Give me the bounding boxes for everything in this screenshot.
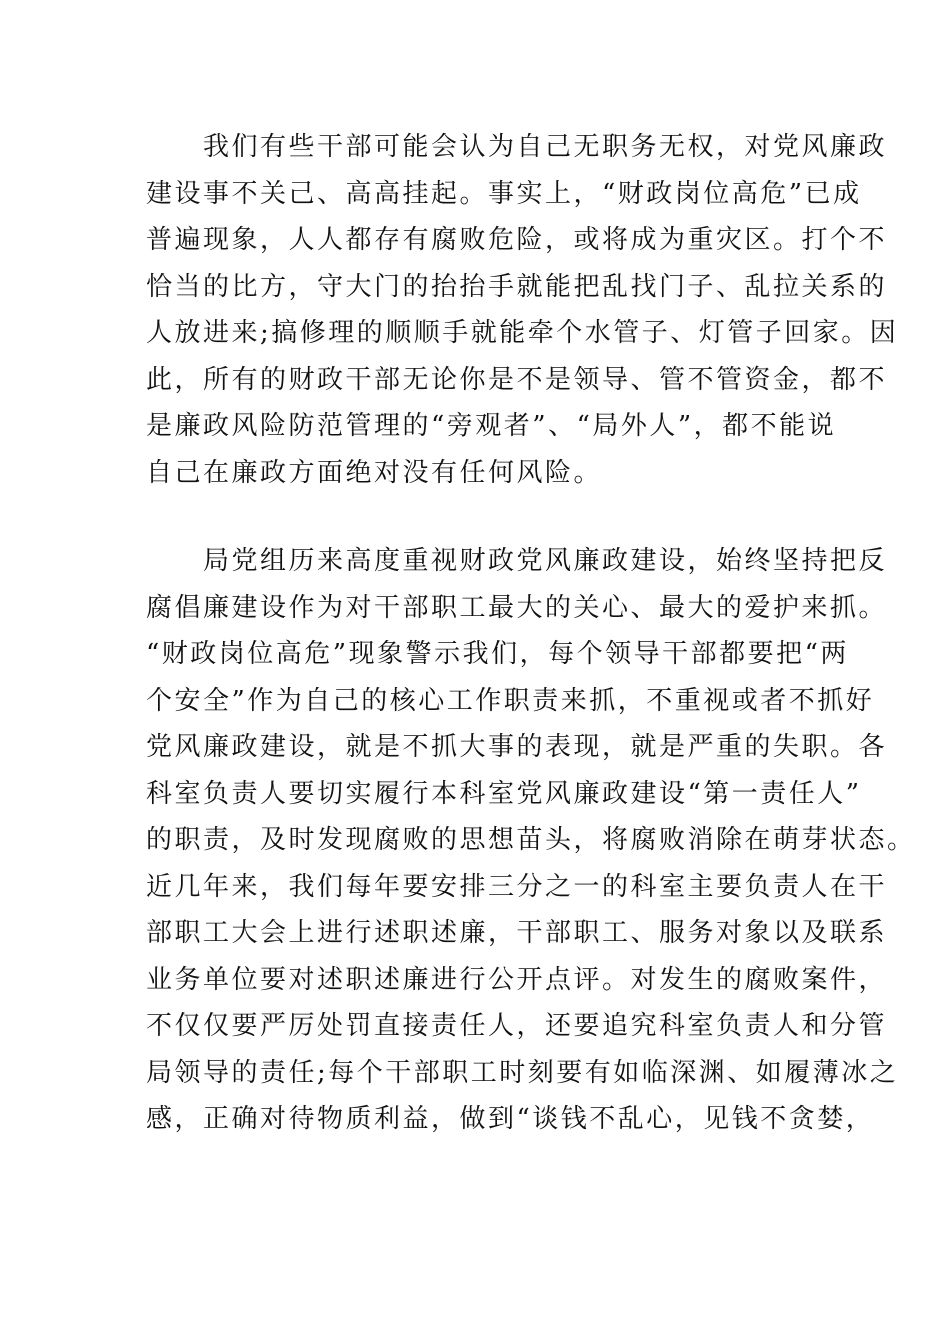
text-line: 部职工大会上进行述职述廉，干部职工、服务对象以及联系 (146, 918, 888, 948)
text-line: 感，正确对待物质利益，做到“谈钱不乱心，见钱不贪婪， (146, 1104, 875, 1134)
text-line: 局领导的责任;每个干部职工时刻要有如临深渊、如履薄冰之 (146, 1057, 899, 1088)
text-line: 个安全”作为自己的核心工作职责来抓，不重视或者不抓好 (146, 685, 875, 716)
text-line: 不仅仅要严厉处罚直接责任人，还要追究科室负责人和分管 (146, 1011, 888, 1041)
text-line: “财政岗位高危”现象警示我们，每个领导干部都要把“两 (146, 639, 849, 669)
text-line: 人放进来;搞修理的顺顺手就能牵个水管子、灯管子回家。因 (146, 318, 899, 348)
text-line: 的职责，及时发现腐败的思想苗头，将腐败消除在萌芽状态。 (146, 825, 916, 855)
text-line: 业务单位要对述职述廉进行公开点评。对发生的腐败案件， (146, 964, 888, 995)
document-body (146, 124, 916, 1143)
text-line: 近几年来，我们每年要安排三分之一的科室主要负责人在干 (146, 871, 888, 902)
paragraph-2 (146, 538, 916, 1143)
text-line: 建设事不关己、高高挂起。事实上，“财政岗位高危”已成 (146, 178, 862, 209)
text-line: 此，所有的财政干部无论你是不是领导、管不管资金，都不 (146, 364, 888, 395)
text-line: 普遍现象，人人都存有腐败危险，或将成为重灾区。打个不 (146, 225, 888, 255)
text-line: 自己在廉政方面绝对没有任何风险。 (146, 457, 603, 488)
text-line: 是廉政风险防范管理的“旁观者”、“局外人”，都不能说 (146, 411, 837, 441)
text-line: 局党组历来高度重视财政党风廉政建设，始终坚持把反 (146, 546, 888, 576)
text-line: 腐倡廉建设作为对干部职工最大的关心、最大的爱护来抓。 (146, 592, 888, 623)
text-line: 恰当的比方，守大门的抬抬手就能把乱找门子、乱拉关系的 (146, 271, 888, 302)
text-line: 科室负责人要切实履行本科室党风廉政建设“第一责任人” (146, 778, 862, 809)
text-line: 党风廉政建设，就是不抓大事的表现，就是严重的失职。各 (146, 732, 888, 762)
text-line: 我们有些干部可能会认为自己无职务无权，对党风廉政 (146, 132, 888, 162)
paragraph-1 (146, 124, 899, 496)
